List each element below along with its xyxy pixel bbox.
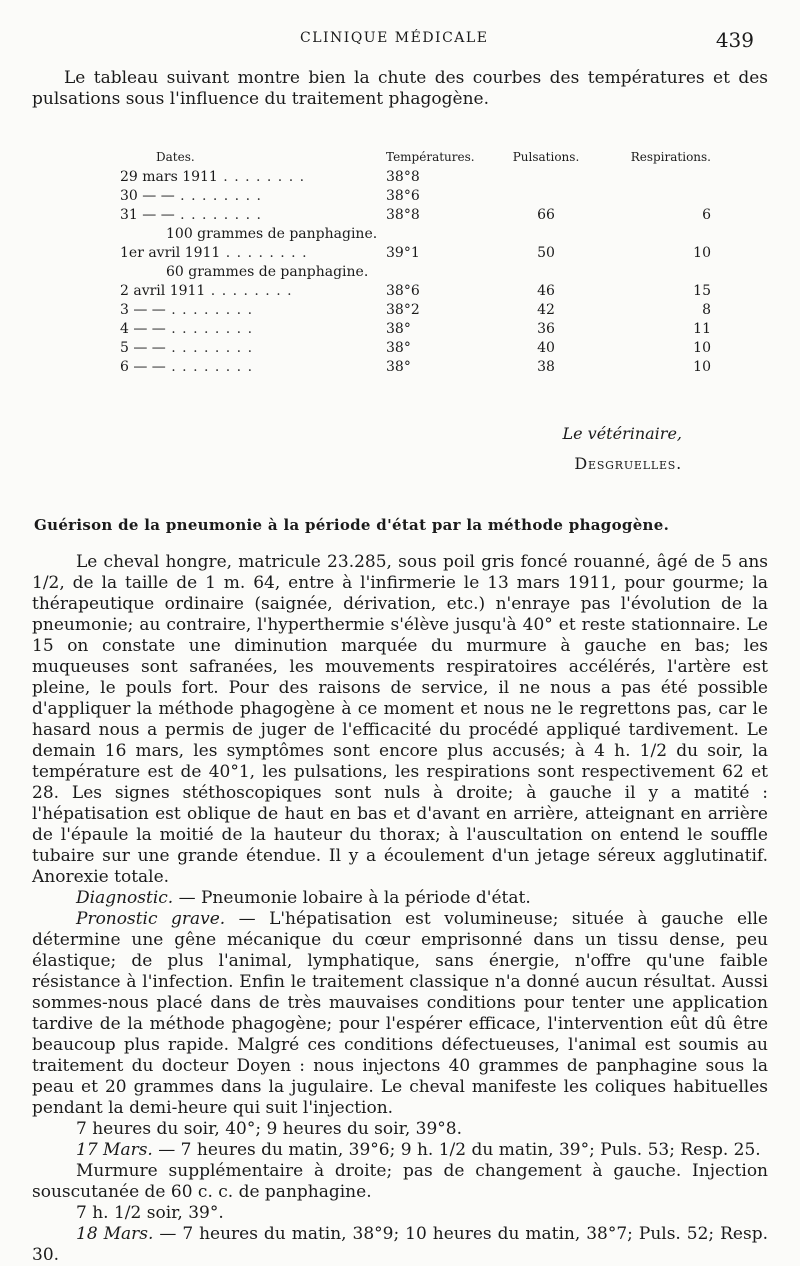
page-number: 439 bbox=[715, 28, 754, 52]
leader-dots: . . . . . . . . bbox=[165, 321, 254, 337]
intro-paragraph: Le tableau suivant montre bien la chute des courbes des températures et des pulsations sous l'influence du traitement phagogène. bbox=[32, 68, 768, 109]
table-note: 100 grammes de panphagine. bbox=[166, 226, 378, 242]
day-17-evening: 7 h. 1/2 soir, 39°. bbox=[76, 1203, 224, 1223]
cell-respiration: 10 bbox=[693, 340, 711, 356]
table-row bbox=[120, 244, 731, 263]
date-text: 2 avril 1911 bbox=[120, 283, 206, 299]
day-17-line bbox=[32, 1140, 768, 1161]
cell-temperature: 39°1 bbox=[386, 245, 420, 261]
leader-dots: . . . . . . . . bbox=[165, 359, 254, 375]
prognosis-text: — L'hépatisation est volumineuse; située à gauche elle détermine une gêne mécanique du cœur emprisonné dans un tissu dense, peu élastique; de plus l'animal, lymphatique, sans énergie, n'offre qu'une faible résistance à l'infection. Enfin le traitement classique n'a donné aucun résultat. Aussi sommes-nous placé dans de très mauvaises conditions pour tenter une application tardive de la méthode phagogène; pour l'espérer efficace, l'intervention eût dû être beaucoup plus rapide. Malgré ces conditions défectueuses, l'animal est soumis au traitement du docteur Doyen : nous injectons 40 grammes de panphagine sous la peau et 20 grammes dans la jugulaire. Le cheval manifeste les coliques habituelles pendant la demi-heure qui suit l'injection. bbox=[32, 909, 768, 1118]
table-row bbox=[120, 187, 731, 206]
cell-respiration: 6 bbox=[702, 207, 711, 223]
leader-dots: . . . . . . . . bbox=[205, 283, 293, 299]
diagnostic-text: — Pneumonie lobaire à la période d'état. bbox=[173, 888, 531, 908]
header-pulsations: Pulsations. bbox=[512, 149, 580, 164]
table-row bbox=[120, 168, 731, 187]
table-row bbox=[120, 301, 731, 320]
leader-dots: . . . . . . . . bbox=[220, 245, 308, 261]
cell-date bbox=[120, 282, 386, 301]
date-text: 5 — — bbox=[120, 340, 166, 356]
cell-temperature: 38°8 bbox=[386, 169, 420, 185]
cell-respiration: 8 bbox=[702, 302, 711, 318]
evening-16-line: 7 heures du soir, 40°; 9 heures du soir, 39°8. bbox=[76, 1119, 462, 1139]
cell-pulsation: 40 bbox=[537, 340, 555, 356]
cell-pulsation: 36 bbox=[537, 321, 555, 337]
cell-date bbox=[120, 320, 386, 339]
table-row bbox=[120, 320, 731, 339]
cell-temperature: 38°6 bbox=[386, 283, 420, 299]
cell-pulsation bbox=[491, 187, 601, 206]
diagnostic-label: Diagnostic. bbox=[76, 888, 174, 908]
section-title: Guérison de la pneumonie à la période d'état par la méthode phagogène. bbox=[34, 516, 670, 534]
cell-respiration bbox=[601, 168, 731, 187]
cell-respiration bbox=[601, 187, 731, 206]
page-header bbox=[0, 28, 800, 52]
table-note: 60 grammes de panphagine. bbox=[166, 264, 369, 280]
signature-role: Le vétérinaire, bbox=[562, 424, 682, 443]
date-text: 4 — — bbox=[120, 321, 166, 337]
day-18-line bbox=[32, 1224, 768, 1266]
table-note-row bbox=[120, 225, 731, 244]
day-18-label: 18 Mars. bbox=[76, 1224, 154, 1244]
prognosis-paragraph bbox=[32, 909, 768, 1119]
cell-temperature: 38° bbox=[386, 340, 411, 356]
day-18-text: — 7 heures du matin, 38°9; 10 heures du matin, 38°7; Puls. 52; Resp. 30. bbox=[32, 1224, 768, 1265]
day-17-text: — 7 heures du matin, 39°6; 9 h. 1/2 du matin, 39°; Puls. 53; Resp. 25. bbox=[152, 1140, 761, 1160]
cell-pulsation bbox=[491, 168, 601, 187]
date-text: 30 — — bbox=[120, 188, 175, 204]
date-text: 29 mars 1911 bbox=[120, 169, 218, 185]
date-text: 1er avril 1911 bbox=[120, 245, 221, 261]
cell-respiration: 10 bbox=[693, 245, 711, 261]
diagnostic-paragraph bbox=[32, 888, 768, 909]
date-text: 3 — — bbox=[120, 302, 166, 318]
date-text: 31 — — bbox=[120, 207, 175, 223]
cell-temperature: 38°8 bbox=[386, 207, 420, 223]
cell-date bbox=[120, 168, 386, 187]
date-text: 6 — — bbox=[120, 359, 166, 375]
cell-pulsation: 42 bbox=[537, 302, 555, 318]
prognosis-label: Pronostic grave. bbox=[76, 909, 226, 929]
cell-temperature: 38°2 bbox=[386, 302, 420, 318]
table-note-row bbox=[120, 263, 731, 282]
running-title: CLINIQUE MÉDICALE bbox=[300, 30, 489, 46]
cell-pulsation: 38 bbox=[537, 359, 555, 375]
leader-dots: . . . . . . . . bbox=[174, 188, 262, 204]
cell-respiration: 15 bbox=[693, 283, 711, 299]
case-paragraph: Le cheval hongre, matricule 23.285, sous poil gris foncé rouanné, âgé de 5 ans 1/2, de la taille de 1 m. 64, entre à l'infirmerie le 13 mars 1911, pour gourme; la thérapeutique ordinaire (saignée, dérivation, etc.) n'enraye pas l'évolution de la pneumonie; au contraire, l'hyperthermie s'élève jusqu'à 40° et reste stationnaire. Le 15 on constate une diminution marquée du murmure à gauche en bas; les muqueuses sont safranées, les mouvements respiratoires accélérés, l'artère est pleine, le pouls fort. Pour des raisons de service, il ne nous a pas été possible d'appliquer la méthode phagogène à ce moment et nous ne le regrettons pas, car le hasard nous a permis de juger de l'efficacité du procédé appliqué tardivement. Le demain 16 mars, les symptômes sont encore plus accusés; à 4 h. 1/2 du soir, la température est de 40°1, les pulsations, les respirations sont respectivement 62 et 28. Les signes stéthoscopiques sont nuls à droite; à gauche il y a matité : l'hépatisation est oblique de haut en bas et d'avant en arrière, atteignant en arrière de l'épaule la moitié de la hauteur du thorax; à l'auscultation on entend le souffle tubaire sur une grande étendue. Il y a écoulement d'un jetage séreux agglutinatif. Anorexie totale. bbox=[32, 552, 768, 887]
cell-temperature: 38°6 bbox=[386, 188, 420, 204]
temperature-table bbox=[120, 146, 731, 377]
cell-date bbox=[120, 339, 386, 358]
header-dates: Dates. bbox=[156, 149, 195, 164]
table-row bbox=[120, 358, 731, 377]
cell-pulsation: 46 bbox=[537, 283, 555, 299]
cell-temperature: 38° bbox=[386, 359, 411, 375]
day-17-details: Murmure supplémentaire à droite; pas de changement à gauche. Injection souscutanée de 60 c. c. de panphagine. bbox=[32, 1161, 768, 1202]
leader-dots: . . . . . . . . bbox=[165, 340, 254, 356]
table-row bbox=[120, 282, 731, 301]
cell-date bbox=[120, 358, 386, 377]
case-body bbox=[32, 552, 768, 1266]
table-row bbox=[120, 206, 731, 225]
day-17-label: 17 Mars. bbox=[76, 1140, 153, 1160]
signature-name: Desgruelles. bbox=[574, 454, 682, 473]
table-header-row bbox=[120, 146, 731, 168]
cell-respiration: 11 bbox=[693, 321, 711, 337]
table-row bbox=[120, 339, 731, 358]
cell-pulsation: 50 bbox=[537, 245, 555, 261]
leader-dots: . . . . . . . . bbox=[165, 302, 254, 318]
header-temperatures: Températures. bbox=[386, 149, 475, 164]
cell-date bbox=[120, 301, 386, 320]
leader-dots: . . . . . . . . bbox=[217, 169, 306, 185]
cell-respiration: 10 bbox=[693, 359, 711, 375]
cell-date bbox=[120, 206, 386, 225]
cell-date bbox=[120, 187, 386, 206]
cell-temperature: 38° bbox=[386, 321, 411, 337]
header-respirations: Respirations. bbox=[630, 149, 711, 164]
leader-dots: . . . . . . . . bbox=[174, 207, 262, 223]
cell-date bbox=[120, 244, 386, 263]
table-body bbox=[120, 168, 731, 377]
cell-pulsation: 66 bbox=[537, 207, 555, 223]
